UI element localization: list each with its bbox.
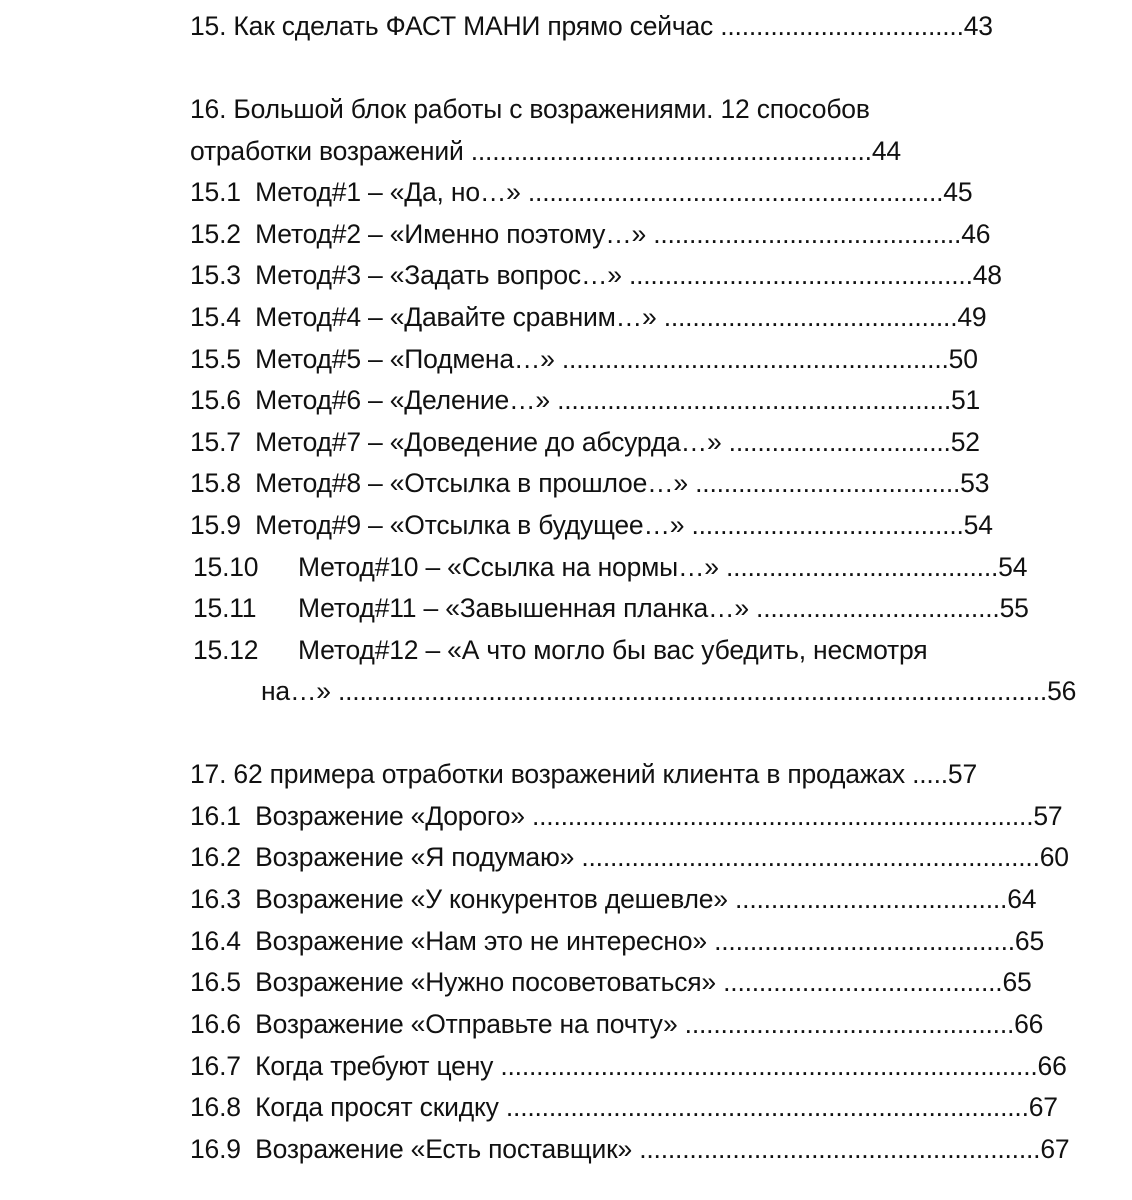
toc-title: Метод#7 – «Доведение до абсурда…»: [255, 427, 722, 457]
toc-number: 16.1: [190, 801, 241, 831]
toc-leader: .....................................: [687, 468, 961, 498]
toc-subentry: [190, 799, 1062, 833]
toc-title: Возражение «У конкурентов дешевле»: [255, 884, 728, 914]
toc-number: 15.12: [193, 635, 259, 665]
toc-leader: ......................................: [684, 510, 964, 540]
toc-subentry: [190, 258, 1002, 292]
toc-leader: .......................................................: [549, 385, 952, 415]
toc-title: Возражение «Дорого»: [255, 801, 525, 831]
toc-number: 16.: [190, 94, 227, 124]
toc-title: Как сделать ФАСТ МАНИ прямо сейчас: [233, 11, 714, 41]
toc-title: Метод#9 – «Отсылка в будущее…»: [255, 510, 685, 540]
toc-subentry: [190, 300, 986, 334]
toc-leader: ................................................................: [574, 842, 1040, 872]
toc-leader: .........................................: [656, 302, 958, 332]
toc-subentry: [193, 591, 1029, 625]
toc-page-number: 57: [947, 759, 977, 789]
toc-number: 15.11: [193, 593, 257, 623]
toc-page-number: 60: [1039, 842, 1069, 872]
toc-page-number: 49: [957, 302, 987, 332]
toc-title: Большой блок работы с возражениями. 12 способов: [233, 94, 870, 124]
toc-subentry: [190, 965, 1032, 999]
toc-entry-17: [190, 757, 977, 791]
toc-page-number: 50: [948, 344, 978, 374]
toc-title-continued: на…»: [261, 676, 331, 706]
toc-subentry: [190, 1132, 1069, 1166]
toc-title: Метод#3 – «Задать вопрос…»: [255, 260, 622, 290]
toc-number: 15.7: [190, 427, 241, 457]
toc-page-number: 65: [1002, 967, 1032, 997]
toc-subentry: [193, 550, 1027, 584]
toc-number: 15.6: [190, 385, 241, 415]
toc-subentry: [190, 175, 972, 209]
toc-leader: ..................................: [713, 11, 964, 41]
toc-number: 15.: [190, 11, 227, 41]
toc-subentry: [190, 840, 1069, 874]
toc-number: 17.: [190, 759, 227, 789]
toc-subentry: [190, 882, 1036, 916]
toc-page-number: 52: [950, 427, 980, 457]
toc-page-number: 64: [1007, 884, 1037, 914]
toc-number: 15.9: [190, 510, 241, 540]
toc-page-number: 67: [1028, 1092, 1058, 1122]
toc-number: 16.2: [190, 842, 241, 872]
toc-number: 16.3: [190, 884, 241, 914]
toc-leader: ......................................................: [554, 344, 949, 374]
toc-number: 16.7: [190, 1051, 241, 1081]
toc-leader: .....: [904, 759, 948, 789]
toc-title-continued: отработки возражений: [190, 136, 464, 166]
toc-number: 16.5: [190, 967, 241, 997]
toc-title: Возражение «Нужно посоветоваться»: [255, 967, 716, 997]
toc-title: 62 примера отработки возражений клиента в продажах: [233, 759, 905, 789]
toc-subentry: [190, 217, 990, 251]
toc-leader: ..................................: [748, 593, 1000, 623]
toc-leader: ..............................................: [677, 1009, 1015, 1039]
toc-page-number: 44: [871, 136, 901, 166]
toc-title: Возражение «Я подумаю»: [255, 842, 575, 872]
toc-page-number: 43: [963, 11, 993, 41]
toc-leader: ..........................................: [706, 926, 1015, 956]
toc-number: 16.8: [190, 1092, 241, 1122]
toc-title: Возражение «Отправьте на почту»: [255, 1009, 678, 1039]
toc-title: Когда просят скидку: [255, 1092, 499, 1122]
toc-number: 15.2: [190, 219, 241, 249]
toc-subentry: [190, 1090, 1058, 1124]
toc-page-number: 57: [1033, 801, 1063, 831]
toc-number: 16.4: [190, 926, 241, 956]
toc-title: Метод#2 – «Именно поэтому…»: [255, 219, 647, 249]
toc-leader: ...............................: [721, 427, 951, 457]
toc-leader: ........................................................: [632, 1134, 1041, 1164]
toc-leader: ................................................: [621, 260, 973, 290]
toc-title: Метод#11 – «Завышенная планка…»: [298, 593, 749, 623]
toc-page-number: 54: [963, 510, 993, 540]
toc-number: 15.3: [190, 260, 241, 290]
toc-number: 16.6: [190, 1009, 241, 1039]
toc-leader: ......................................: [718, 552, 999, 582]
toc-leader: ......................................................................: [524, 801, 1034, 831]
toc-page-number: 46: [961, 219, 991, 249]
toc-number: 15.10: [193, 552, 259, 582]
toc-subentry: [190, 924, 1044, 958]
toc-leader: .........................................................................: [498, 1092, 1029, 1122]
toc-subentry: [190, 425, 980, 459]
toc-page-number: 55: [999, 593, 1029, 623]
toc-leader: ...........................................: [646, 219, 962, 249]
toc-leader: ...........................................................................: [493, 1051, 1038, 1081]
toc-subentry-line2: [261, 674, 1076, 708]
toc-subentry: [190, 466, 989, 500]
toc-subentry: [190, 1007, 1043, 1041]
toc-title: Возражение «Есть поставщик»: [255, 1134, 633, 1164]
toc-page-number: 51: [951, 385, 981, 415]
toc-title: Метод#10 – «Ссылка на нормы…»: [298, 552, 719, 582]
toc-title: Когда требуют цену: [255, 1051, 494, 1081]
toc-leader: ..........................................................: [520, 177, 944, 207]
toc-subentry-line1: [193, 633, 927, 667]
toc-page-number: 45: [943, 177, 973, 207]
toc-subentry: [190, 508, 993, 542]
toc-title: Метод#4 – «Давайте сравним…»: [255, 302, 657, 332]
toc-leader: .......................................: [715, 967, 1003, 997]
toc-title: Метод#8 – «Отсылка в прошлое…»: [255, 468, 688, 498]
toc-page-number: 56: [1047, 676, 1077, 706]
toc-title: Метод#1 – «Да, но…»: [255, 177, 521, 207]
toc-page-number: 65: [1014, 926, 1044, 956]
toc-title: Метод#5 – «Подмена…»: [255, 344, 555, 374]
toc-subentry: [190, 383, 980, 417]
toc-number: 15.1: [190, 177, 241, 207]
toc-leader: ........................................................: [463, 136, 872, 166]
toc-subentry: [190, 1049, 1067, 1083]
toc-page-number: 66: [1037, 1051, 1067, 1081]
toc-title: Метод#6 – «Деление…»: [255, 385, 550, 415]
toc-title: Возражение «Нам это не интересно»: [255, 926, 707, 956]
toc-number: 16.9: [190, 1134, 241, 1164]
toc-page-number: 53: [960, 468, 990, 498]
toc-page-number: 67: [1040, 1134, 1070, 1164]
toc-page-number: 54: [998, 552, 1028, 582]
toc-entry-16-line1: [190, 92, 870, 126]
toc-number: 15.5: [190, 344, 241, 374]
toc-page-number: 48: [972, 260, 1002, 290]
toc-subentry: [190, 342, 978, 376]
toc-entry-16-line2: [190, 134, 901, 168]
toc-entry-15: [190, 9, 993, 43]
toc-title: Метод#12 – «А что могло бы вас убедить, несмотря: [298, 635, 928, 665]
toc-number: 15.8: [190, 468, 241, 498]
toc-leader: ...................................................................................................: [330, 676, 1048, 706]
toc-page-number: 66: [1014, 1009, 1044, 1039]
toc-leader: ......................................: [727, 884, 1008, 914]
toc-number: 15.4: [190, 302, 241, 332]
